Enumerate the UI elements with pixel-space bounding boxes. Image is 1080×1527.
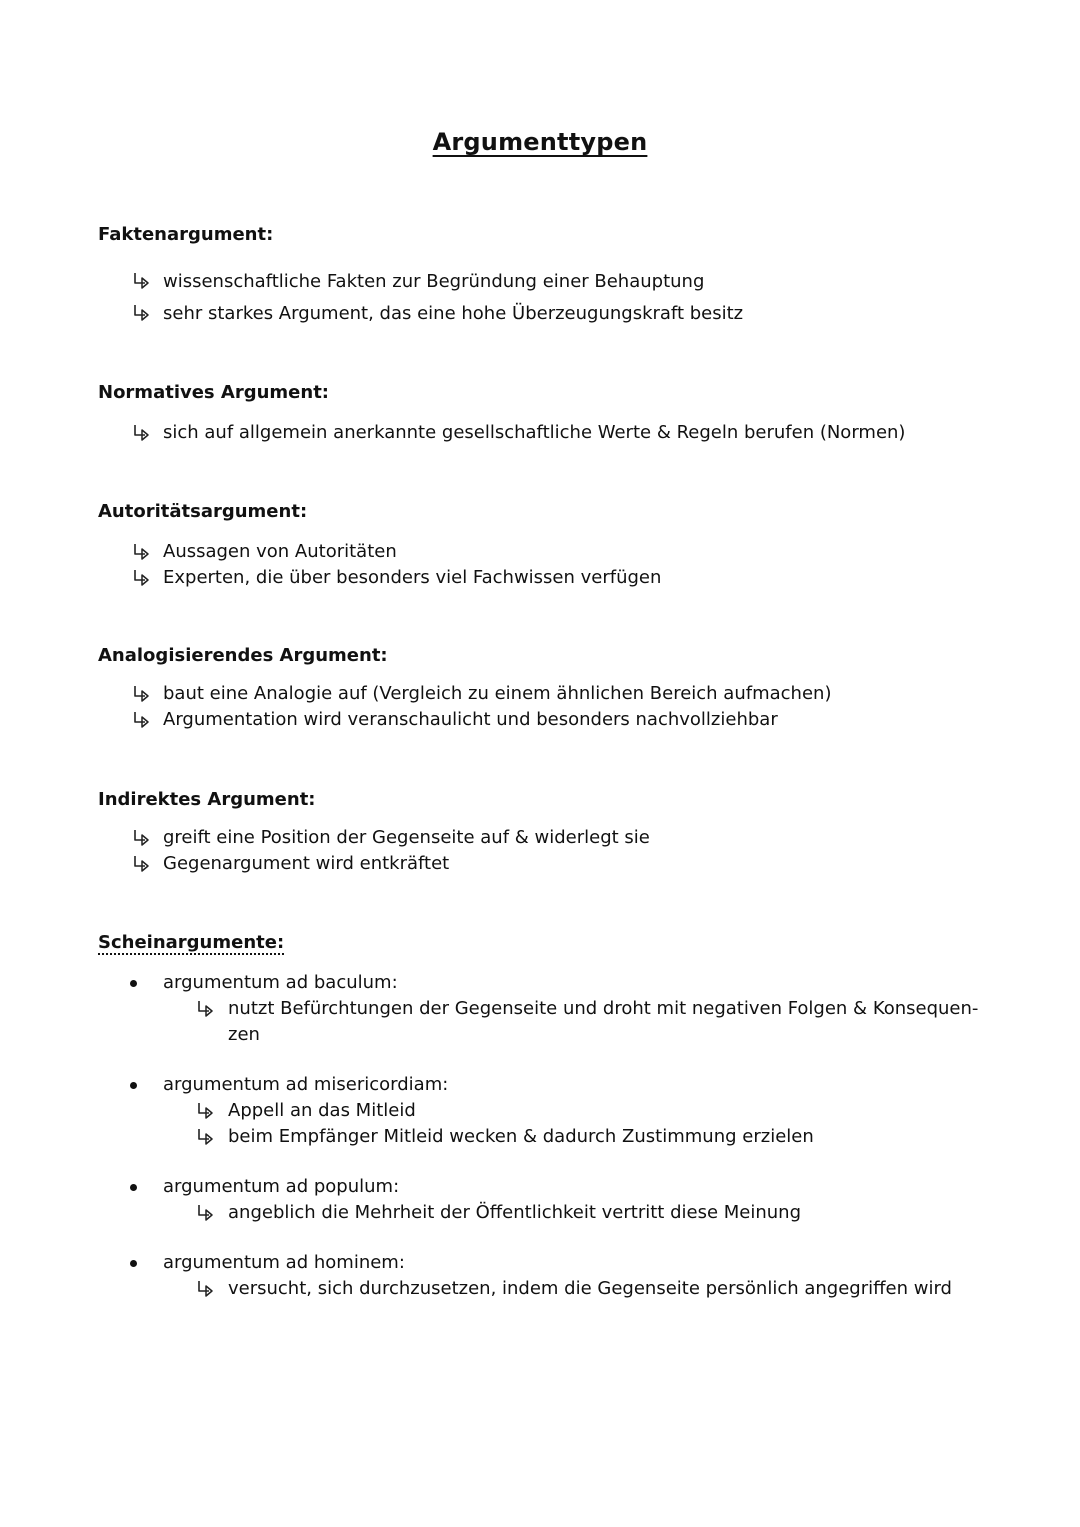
list-item [98,539,1038,565]
item-list [98,420,1038,446]
item-list [98,825,1038,877]
list-item [98,851,1038,877]
bullet-title: argumentum ad misericordiam: [163,1074,449,1095]
hook-arrow-icon [132,424,152,442]
list-item [163,1276,1038,1302]
hook-arrow-icon [132,543,152,561]
bullet-group [98,1250,1038,1302]
hook-arrow-icon [132,855,152,873]
list-item [98,825,1038,851]
list-item-text: Aussagen von Autoritäten [163,541,397,562]
hook-arrow-icon [132,685,152,703]
section-heading: Analogisierendes Argument: [98,645,388,666]
list-item-text: beim Empfänger Mitleid wecken & dadurch Zustimmung erzielen [228,1126,814,1147]
section-heading: Faktenargument: [98,224,274,245]
list-item-text: sehr starkes Argument, das eine hohe Überzeugungskraft besitz [163,303,744,324]
list-item [98,707,1038,733]
section-heading: Autoritätsargument: [98,501,308,522]
bullet-icon [130,980,137,987]
list-item [98,298,1038,330]
bullet-group [98,970,1038,1048]
hook-arrow-icon [196,1102,216,1120]
section-autoritaetsargument [98,499,1038,591]
bullet-title: argumentum ad populum: [163,1176,400,1197]
item-list [98,266,1038,330]
hook-arrow-icon [196,1204,216,1222]
bullet-title: argumentum ad hominem: [163,1252,405,1273]
hook-arrow-icon [132,829,152,847]
item-list [98,539,1038,591]
hook-arrow-icon [132,272,152,290]
list-item [163,1124,1038,1150]
section-heading: Scheinargumente: [98,932,285,953]
item-list [98,681,1038,733]
list-item [163,996,1038,1048]
bullet-group [98,1072,1038,1150]
bullet-icon [130,1082,137,1089]
list-item [163,1200,1038,1226]
list-item [98,420,1038,446]
list-item [98,565,1038,591]
hook-arrow-icon [132,569,152,587]
bullet-group [98,1174,1038,1226]
list-item-text: wissenschaftliche Fakten zur Begründung einer Behauptung [163,271,705,292]
section-normatives-argument [98,380,1038,446]
list-item-text: Experten, die über besonders viel Fachwissen verfügen [163,567,662,588]
list-item-text: baut eine Analogie auf (Vergleich zu einem ähnlichen Bereich aufmachen) [163,683,832,704]
hook-arrow-icon [132,304,152,322]
bullet-icon [130,1260,137,1267]
list-item-text: Gegenargument wird entkräftet [163,853,450,874]
hook-arrow-icon [196,1128,216,1146]
list-item [98,681,1038,707]
page-title: Argumenttypen [432,128,648,156]
list-item [98,266,1038,298]
section-heading: Normatives Argument: [98,382,329,403]
list-item-text: nutzt Befürchtungen der Gegenseite und droht mit negativen Folgen & Konsequen-zen [228,998,979,1045]
section-faktenargument [98,222,1038,330]
section-analogisierendes-argument [98,643,1038,733]
section-heading: Indirektes Argument: [98,789,316,810]
list-item-text: Appell an das Mitleid [228,1100,416,1121]
hook-arrow-icon [196,1280,216,1298]
list-item-text: angeblich die Mehrheit der Öffentlichkeit vertritt diese Meinung [228,1202,802,1223]
section-indirektes-argument [98,787,1038,877]
list-item-text: Argumentation wird veranschaulicht und besonders nachvollziehbar [163,709,778,730]
list-item-text: versucht, sich durchzusetzen, indem die Gegenseite persönlich angegriffen wird [228,1278,952,1299]
list-item-text: greift eine Position der Gegenseite auf & widerlegt sie [163,827,650,848]
list-item-text: sich auf allgemein anerkannte gesellschaftliche Werte & Regeln berufen (Normen) [163,422,906,443]
hook-arrow-icon [196,1000,216,1018]
section-scheinargumente [98,930,1038,1302]
bullet-title: argumentum ad baculum: [163,972,398,993]
bullet-icon [130,1184,137,1191]
hook-arrow-icon [132,711,152,729]
list-item [163,1098,1038,1124]
